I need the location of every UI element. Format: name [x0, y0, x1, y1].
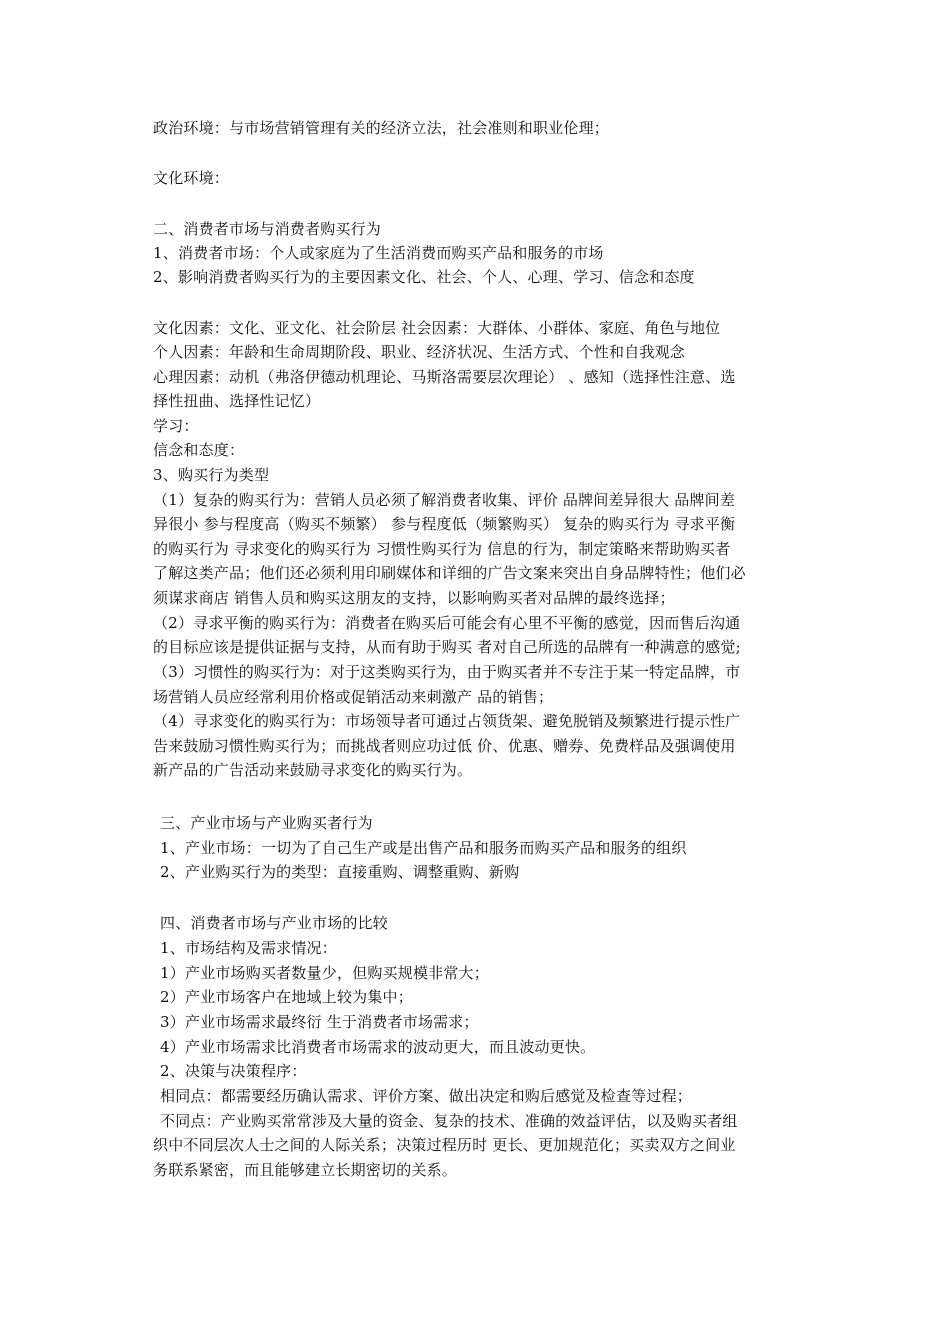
text-line: 织中不同层次人士之间的人际关系；决策过程历时 更长、更加规范化；买卖双方之间业	[153, 1136, 736, 1154]
text-line: 相同点：都需要经历确认需求、评价方案、做出决定和购后感觉及检查等过程；	[160, 1087, 693, 1105]
text-line: 2、产业购买行为的类型：直接重购、调整重购、新购	[160, 863, 520, 881]
text-line: 心理因素：动机（弗洛伊德动机理论、马斯洛需要层次理论） 、感知（选择性注意、选	[153, 368, 736, 386]
text-line: 了解这类产品；他们还必须利用印刷媒体和详细的广告文案来突出自身品牌特性；他们必	[153, 564, 746, 582]
text-line: 不同点：产业购买常常涉及大量的资金、复杂的技术、准确的效益评估，以及购买者组	[160, 1112, 738, 1130]
text-line: 须谋求商店 销售人员和购买这朋友的支持，以影响购买者对品牌的最终选择；	[153, 589, 675, 607]
section-heading: 三、产业市场与产业购买者行为	[160, 814, 373, 832]
section-heading: 二、消费者市场与消费者购买行为	[153, 220, 382, 238]
text-line: 1、消费者市场：个人或家庭为了生活消费而购买产品和服务的市场	[153, 244, 604, 262]
text-line: 4）产业市场需求比消费者市场需求的波动更大，而且波动更快。	[160, 1038, 596, 1056]
text-line: 3、购买行为类型	[153, 466, 270, 484]
text-line: 务联系紧密，而且能够建立长期密切的关系。	[153, 1161, 458, 1179]
text-line: 1）产业市场购买者数量少，但购买规模非常大；	[160, 964, 489, 982]
text-line: 新产品的广告活动来鼓励寻求变化的购买行为。	[153, 761, 473, 779]
text-line: 信念和态度：	[153, 441, 245, 459]
text-line: 学习：	[153, 417, 199, 435]
text-line: 告来鼓励习惯性购买行为；而挑战者则应功过低 价、优惠、赠券、免费样品及强调使用	[153, 737, 736, 755]
text-line: （4）寻求变化的购买行为：市场领导者可通过占领货架、避免脱销及频繁进行提示性广	[153, 712, 741, 730]
text-line: 择性扭曲、选择性记忆）	[153, 392, 321, 410]
text-line: 政治环境：与市场营销管理有关的经济立法，社会准则和职业伦理；	[153, 119, 610, 137]
text-line: （1）复杂的购买行为：营销人员必须了解消费者收集、评价 品牌间差异很大 品牌间差	[153, 491, 736, 509]
text-line: 2）产业市场客户在地域上较为集中；	[160, 988, 413, 1006]
text-line: （2）寻求平衡的购买行为：消费者在购买后可能会有心里不平衡的感觉，因而售后沟通	[153, 614, 741, 632]
text-line: 2、决策与决策程序：	[160, 1062, 307, 1080]
text-line: 1、市场结构及需求情况：	[160, 939, 337, 957]
text-line: 场营销人员应经常利用价格或促销活动来刺激产 品的销售；	[153, 688, 554, 706]
text-line: 的目标应该是提供证据与支持，从而有助于购买 者对自己所选的品牌有一种满意的感觉;	[153, 638, 741, 656]
text-line: 文化因素：文化、亚文化、社会阶层 社会因素：大群体、小群体、家庭、角色与地位	[153, 319, 721, 337]
text-line: （3）习惯性的购买行为：对于这类购买行为，由于购买者并不专注于某一特定品牌，市	[153, 663, 741, 681]
text-line: 个人因素：年龄和生命周期阶段、职业、经济状况、生活方式、个性和自我观念	[153, 343, 686, 361]
text-line: 的购买行为 寻求变化的购买行为 习惯性购买行为 信息的行为，制定策略来帮助购买者	[153, 540, 731, 558]
section-heading: 四、消费者市场与产业市场的比较	[160, 914, 389, 932]
text-line: 异很小 参与程度高（购买不频繁） 参与程度低（频繁购买） 复杂的购买行为 寻求平衡	[153, 515, 736, 533]
text-line: 3）产业市场需求最终衍 生于消费者市场需求；	[160, 1013, 479, 1031]
text-line: 文化环境：	[153, 169, 230, 187]
text-line: 1、产业市场：一切为了自己生产或是出售产品和服务而购买产品和服务的组织	[160, 839, 687, 857]
text-line: 2、影响消费者购买行为的主要因素文化、社会、个人、心理、学习、信念和态度	[153, 268, 695, 286]
